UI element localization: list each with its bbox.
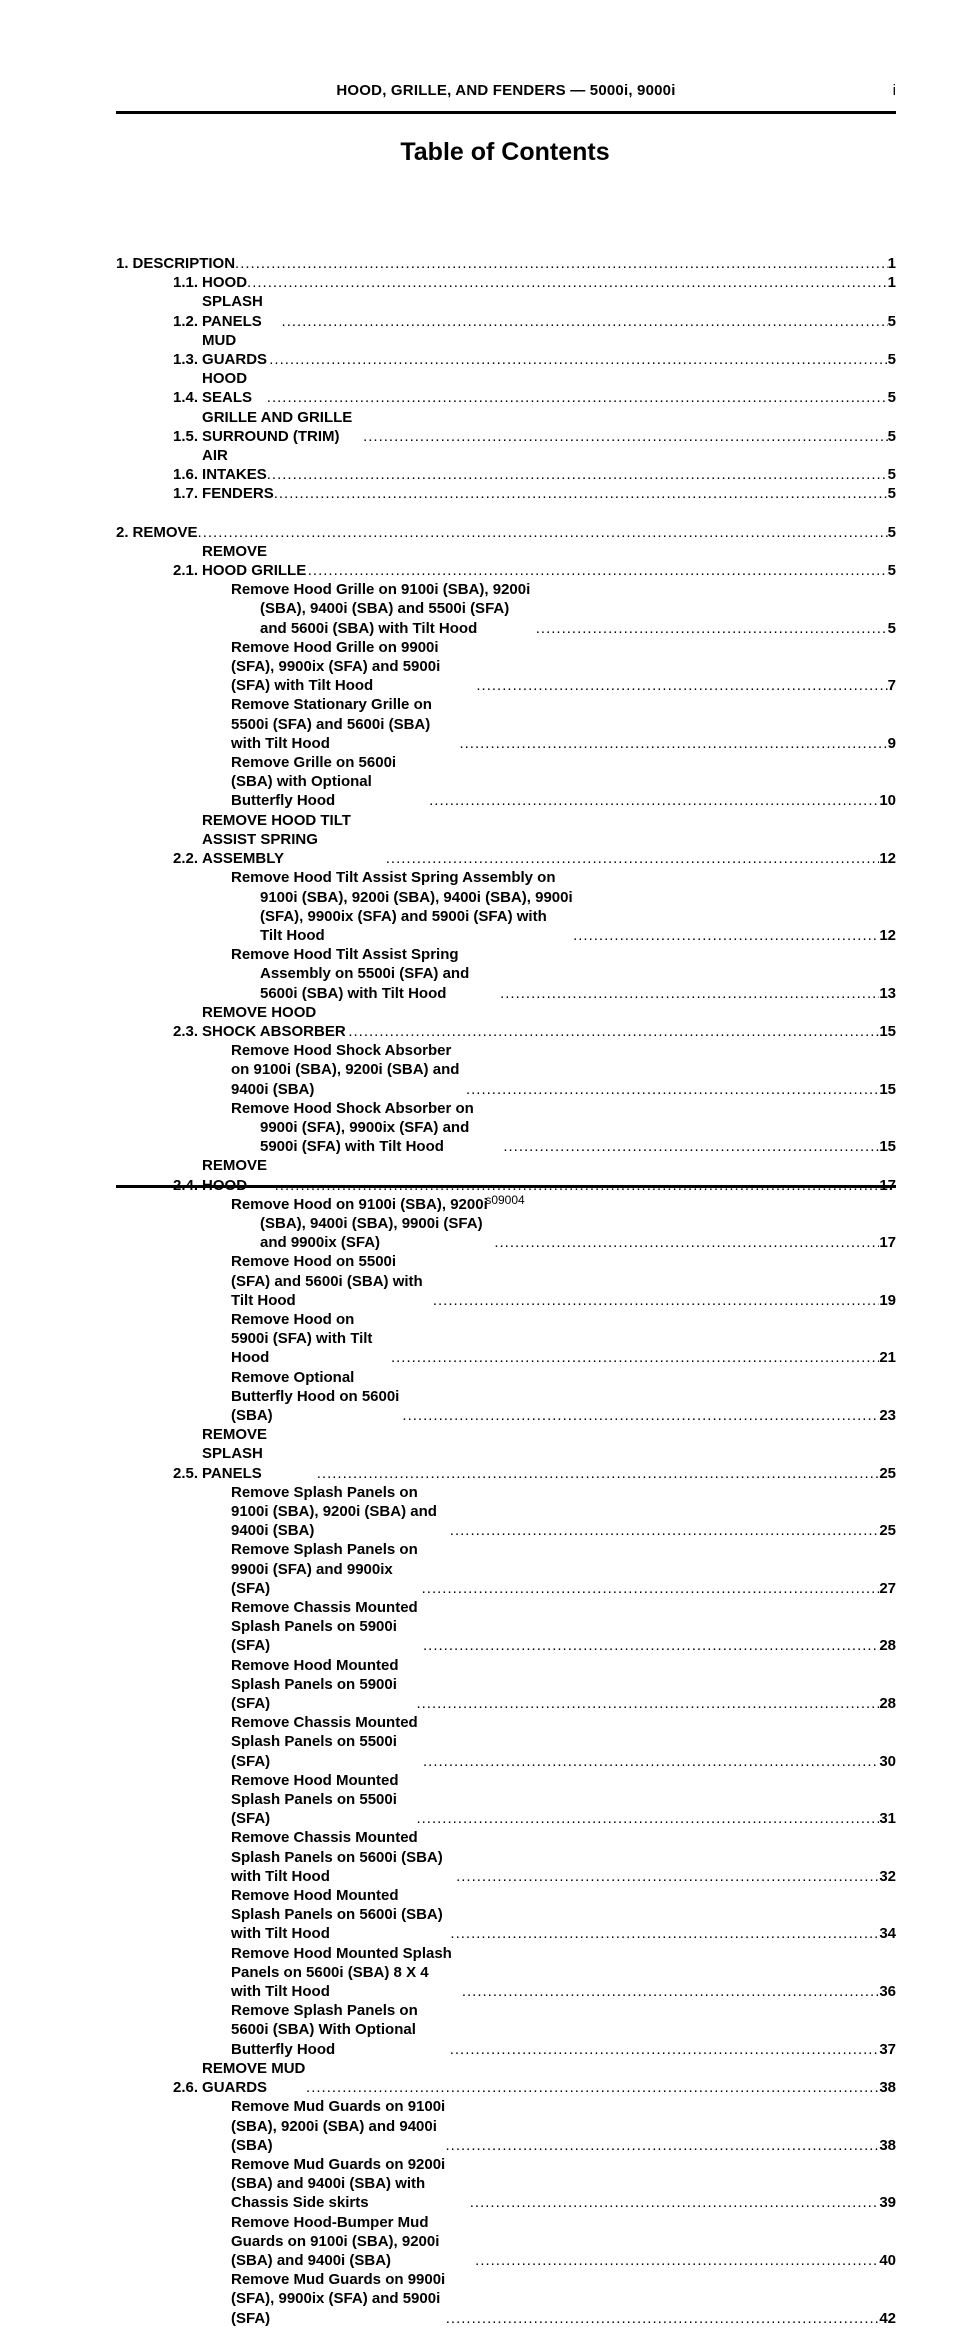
toc-number: 2.4. [173, 1176, 199, 1194]
leader-dots [423, 1752, 879, 1771]
toc-entry[interactable] [116, 1252, 896, 1310]
toc-page: 28 [879, 1695, 896, 1713]
toc-entry[interactable] [116, 408, 896, 446]
toc-text: Remove Hood Mounted Splash Panels on 5600i (SBA) 8 X 4 with Tilt Hood [231, 1944, 452, 2001]
toc-entry[interactable] [116, 2001, 896, 2059]
toc-text: Remove Mud Guards on 9900i (SFA), 9900ix (SFA) and 5900i (SFA) [231, 2271, 446, 2327]
toc-page: 42 [879, 2309, 896, 2327]
toc-entry[interactable] [116, 868, 896, 945]
leader-dots [308, 561, 888, 580]
toc-text: Remove Hood on 9100i (SBA), 9200i (SBA), 9400i (SBA), 9900i (SFA) and 9900ix (SFA) [231, 1195, 488, 1252]
toc-number: 2.5. [173, 1464, 199, 1482]
header-page-number: i [892, 82, 896, 99]
toc-text: Remove Mud Guards on 9200i (SBA) and 9400i (SBA) with Chassis Side skirts [231, 2155, 446, 2212]
header-title: HOOD, GRILLE, AND FENDERS — 5000i, 9000i [336, 82, 676, 99]
toc-entry[interactable] [116, 1540, 896, 1598]
toc-number: 1.1. [173, 274, 199, 292]
toc-text: Remove Splash Panels on 9900i (SFA) and 9900ix (SFA) [231, 1541, 418, 1597]
toc-page: 5 [887, 562, 896, 580]
toc-entry[interactable] [116, 369, 896, 407]
toc-number: 2.2. [173, 850, 199, 868]
toc-text: SPLASH PANELS [202, 293, 263, 330]
leader-dots [446, 2309, 880, 2328]
toc-text: AIR INTAKES [202, 447, 267, 484]
toc-page: 5 [887, 351, 896, 369]
leader-dots [462, 1982, 880, 2001]
toc-text: Remove Hood on 5900i (SFA) with Tilt Hood [231, 1310, 373, 1367]
toc-entry[interactable] [116, 1156, 896, 1194]
toc-text: FENDERS [202, 485, 274, 503]
toc-text: DESCRIPTION [132, 255, 236, 272]
toc-text: Remove Hood Grille on 9900i (SFA), 9900ix (SFA) and 5900i (SFA) with Tilt Hood [231, 638, 441, 695]
toc-number: 1.3. [173, 351, 199, 369]
toc-page: 15 [879, 1022, 896, 1040]
toc-entry[interactable] [116, 1310, 896, 1368]
toc-entry[interactable] [116, 1886, 896, 1944]
toc-entry[interactable] [116, 1713, 896, 1771]
toc-entry[interactable] [116, 1041, 896, 1099]
toc-text: Remove Splash Panels on 9100i (SBA), 9200i (SBA) and 9400i (SBA) [231, 1483, 437, 1540]
toc-text: REMOVE SPLASH PANELS [202, 1426, 268, 1482]
toc-entry[interactable] [116, 2213, 896, 2271]
toc-text: Remove Hood Mounted Splash Panels on 5500i (SFA) [231, 1771, 399, 1828]
leader-dots [500, 984, 879, 1003]
toc-entry[interactable] [116, 523, 896, 542]
leader-dots [363, 427, 888, 446]
leader-dots [423, 1636, 879, 1655]
toc-entry[interactable] [116, 446, 896, 484]
leader-dots [456, 1867, 879, 1886]
leader-dots [536, 619, 888, 638]
toc-entry[interactable] [116, 331, 896, 369]
toc-number: 1.5. [173, 427, 199, 445]
toc-page: 15 [879, 1138, 896, 1156]
leader-dots [391, 1348, 879, 1367]
toc-page: 5 [887, 485, 896, 503]
toc-page: 34 [879, 1925, 896, 1943]
toc-number: 1. [116, 255, 129, 272]
toc-text: REMOVE HOOD SHOCK ABSORBER [202, 1003, 346, 1040]
leader-dots [274, 484, 888, 503]
toc-page: 7 [887, 677, 896, 695]
toc-number: 1.2. [173, 312, 199, 330]
toc-page: 12 [879, 850, 896, 868]
leader-dots [459, 734, 887, 753]
page-header [116, 82, 896, 102]
toc-entry[interactable] [116, 292, 896, 330]
toc-text: Remove Splash Panels on 5600i (SBA) With Optional Butterfly Hood [231, 2002, 418, 2058]
footer-rule [116, 1185, 896, 1188]
page-title: Table of Contents [400, 138, 610, 166]
toc-text: REMOVE HOOD TILT ASSIST SPRING ASSEMBLY [202, 811, 351, 868]
toc-page: 12 [879, 926, 896, 944]
toc-text: HOOD SEALS [202, 370, 253, 407]
toc-entry[interactable] [116, 1828, 896, 1886]
leader-dots [247, 273, 888, 292]
leader-dots [433, 1291, 880, 1310]
toc-text: Remove Hood-Bumper Mud Guards on 9100i (SBA), 9200i (SBA) and 9400i (SBA) [231, 2213, 440, 2269]
toc-text: MUD GUARDS [202, 331, 268, 369]
toc-page: 28 [879, 1637, 896, 1655]
toc-page: 21 [879, 1349, 896, 1367]
toc-page: 38 [879, 2079, 896, 2097]
toc-entry[interactable] [116, 2097, 896, 2155]
toc-page: 25 [879, 1522, 896, 1540]
toc-text: Remove Chassis Mounted Splash Panels on 5900i (SFA) [231, 1599, 418, 1655]
toc-text: Remove Grille on 5600i (SBA) with Optional Butterfly Hood [231, 754, 397, 810]
toc-page: 32 [879, 1867, 896, 1885]
leader-dots [282, 312, 888, 331]
toc-page: 5 [887, 466, 896, 484]
leader-dots [494, 1233, 879, 1252]
toc-page: 9 [887, 734, 896, 752]
toc-page: 25 [879, 1464, 896, 1482]
toc-page: 17 [879, 1234, 896, 1252]
toc-number: 2.3. [173, 1022, 199, 1040]
toc-entry[interactable] [116, 1368, 896, 1426]
toc-page: 15 [879, 1080, 896, 1098]
toc-entry[interactable] [116, 1656, 896, 1714]
leader-dots [429, 791, 879, 810]
toc-entry[interactable] [116, 273, 896, 292]
leader-dots [475, 2251, 879, 2270]
toc-text: REMOVE [132, 523, 198, 541]
toc-page: 39 [879, 2194, 896, 2212]
toc-page: 31 [879, 1810, 896, 1828]
toc-entry[interactable] [116, 811, 896, 869]
toc-page: 5 [887, 619, 896, 637]
toc-entry[interactable] [116, 1425, 896, 1483]
leader-dots [450, 1924, 879, 1943]
toc-page: 1 [887, 274, 896, 292]
toc-entry[interactable] [116, 1598, 896, 1656]
toc-text: Remove Chassis Mounted Splash Panels on 5500i (SFA) [231, 1714, 418, 1770]
leader-dots [235, 254, 888, 273]
leader-dots [348, 1022, 879, 1041]
toc-entry[interactable] [116, 1771, 896, 1829]
toc-page: 40 [879, 2251, 896, 2269]
toc-entry[interactable] [116, 484, 896, 503]
toc-text: REMOVE HOOD GRILLE [202, 542, 307, 580]
toc-text: Remove Hood Grille on 9100i (SBA), 9200i (SBA), 9400i (SBA) and 5500i (SFA) and 5600i (SBA) with Tilt Hood [231, 581, 531, 637]
toc-number: 1.7. [173, 485, 199, 503]
leader-dots [470, 2193, 880, 2212]
document-code: s09004 [485, 1193, 525, 1207]
toc-text: Remove Mud Guards on 9100i (SBA), 9200i (SBA) and 9400i (SBA) [231, 2098, 446, 2154]
leader-dots [306, 2078, 879, 2097]
toc-text: Remove Optional Butterfly Hood on 5600i (SBA) [231, 1368, 400, 1424]
toc-page: 1 [887, 255, 896, 272]
toc-page: 38 [879, 2136, 896, 2154]
toc-page: 17 [879, 1176, 896, 1194]
toc-entry[interactable] [116, 2059, 896, 2097]
leader-dots [450, 1521, 880, 1540]
table-of-contents [116, 254, 896, 2328]
toc-text: Remove Hood Tilt Assist Spring Assembly on 9100i (SBA), 9200i (SBA), 9400i (SBA), 9900i (SFA), 9900ix (SFA) and 5900i (SFA) with Tilt Hood [231, 869, 573, 944]
leader-dots [386, 849, 880, 868]
section-gap [116, 504, 896, 523]
toc-text: Remove Hood Shock Absorber on 9100i (SBA), 9200i (SBA) and 9400i (SBA) [231, 1042, 460, 1098]
toc-page: 30 [879, 1752, 896, 1770]
toc-entry[interactable] [116, 1944, 896, 2002]
leader-dots [267, 388, 888, 407]
toc-page: 19 [879, 1291, 896, 1309]
leader-dots [466, 1080, 879, 1099]
toc-text: Remove Chassis Mounted Splash Panels on 5600i (SBA) with Tilt Hood [231, 1829, 443, 1885]
leader-dots [267, 465, 888, 484]
toc-page: 23 [879, 1406, 896, 1424]
leader-dots [476, 676, 887, 695]
header-rule [116, 111, 896, 114]
toc-text: REMOVE MUD GUARDS [202, 2059, 306, 2097]
leader-dots [573, 926, 879, 945]
toc-entry[interactable] [116, 945, 896, 1003]
leader-dots [422, 1579, 880, 1598]
toc-entry[interactable] [116, 638, 896, 696]
toc-text: REMOVE HOOD [202, 1157, 268, 1194]
leader-dots [416, 1694, 879, 1713]
toc-entry[interactable] [116, 1003, 896, 1041]
toc-entry[interactable] [116, 695, 896, 753]
toc-page: 5 [887, 427, 896, 445]
toc-entry[interactable] [116, 1099, 896, 1157]
leader-dots [198, 523, 888, 542]
leader-dots [446, 2136, 880, 2155]
toc-text: Remove Hood Tilt Assist Spring Assembly on 5500i (SFA) and 5600i (SBA) with Tilt Hood [231, 946, 470, 1002]
toc-page: 5 [887, 523, 896, 541]
toc-page: 10 [879, 792, 896, 810]
leader-dots [416, 1809, 879, 1828]
toc-page: 27 [879, 1579, 896, 1597]
toc-entry[interactable] [116, 542, 896, 580]
toc-text: GRILLE AND GRILLE SURROUND (TRIM) [202, 408, 353, 445]
toc-entry[interactable] [116, 2270, 896, 2328]
toc-number: 1.6. [173, 466, 199, 484]
toc-text: Remove Hood Mounted Splash Panels on 5600i (SBA) with Tilt Hood [231, 1887, 443, 1943]
toc-entry[interactable] [116, 254, 896, 273]
leader-dots [450, 2040, 880, 2059]
toc-page: 5 [887, 312, 896, 330]
toc-page: 5 [887, 389, 896, 407]
toc-number: 2.1. [173, 562, 199, 580]
toc-page: 36 [879, 1983, 896, 2001]
toc-text: HOOD [202, 274, 248, 292]
toc-entry[interactable] [116, 580, 896, 638]
leader-dots [269, 350, 887, 369]
toc-entry[interactable] [116, 2155, 896, 2213]
toc-number: 2.6. [173, 2079, 199, 2097]
leader-dots [317, 1464, 880, 1483]
toc-text: Remove Hood on 5500i (SFA) and 5600i (SBA) with Tilt Hood [231, 1253, 423, 1309]
toc-text: Remove Stationary Grille on 5500i (SFA) and 5600i (SBA) with Tilt Hood [231, 696, 432, 752]
leader-dots [503, 1137, 879, 1156]
toc-page: 13 [879, 984, 896, 1002]
leader-dots [402, 1406, 879, 1425]
toc-entry[interactable] [116, 1483, 896, 1541]
toc-page: 37 [879, 2040, 896, 2058]
toc-number: 2. [116, 523, 129, 541]
toc-number: 1.4. [173, 389, 199, 407]
toc-entry[interactable] [116, 753, 896, 811]
toc-text: Remove Hood Mounted Splash Panels on 5900i (SFA) [231, 1656, 399, 1713]
toc-text: Remove Hood Shock Absorber on 9900i (SFA), 9900ix (SFA) and 5900i (SFA) with Tilt Hood [231, 1099, 474, 1156]
